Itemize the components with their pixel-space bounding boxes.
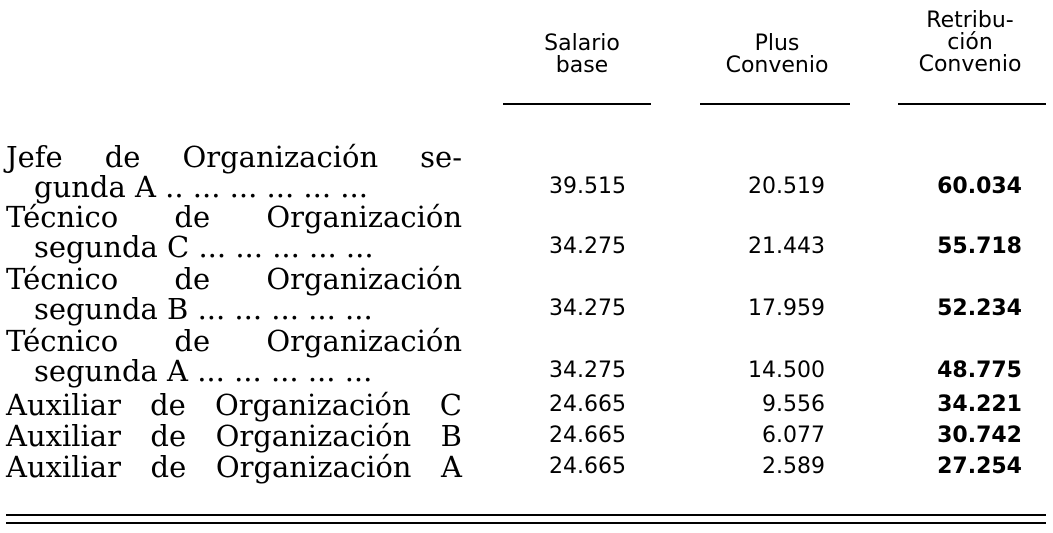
row-label — [6, 264, 462, 324]
row-label-line: gunda A .. ... ... ... ... ... — [34, 170, 368, 204]
row-label — [6, 142, 462, 202]
cell-plus: 20.519 — [748, 174, 825, 199]
header-line: Convenio — [725, 53, 829, 78]
cell-plus: 14.500 — [748, 358, 825, 383]
cell-retribucion: 48.775 — [937, 358, 1022, 383]
row-label-line: Jefe de Organización se- — [6, 140, 462, 174]
cell-plus: 17.959 — [748, 296, 825, 321]
row-label-line: Auxiliar de Organización C — [6, 388, 462, 422]
row-label-line: Técnico de Organización — [6, 200, 462, 234]
row-label — [6, 202, 462, 262]
row-label-line: Auxiliar de Organización B — [6, 419, 462, 453]
header-rule — [503, 103, 651, 105]
header-line: base — [555, 53, 609, 78]
cell-retribucion: 30.742 — [937, 423, 1022, 448]
cell-retribucion: 55.718 — [937, 234, 1022, 259]
cell-plus: 9.556 — [762, 392, 825, 417]
row-label — [6, 390, 462, 420]
header-salario-base — [520, 33, 644, 77]
cell-salario: 34.275 — [549, 358, 626, 383]
header-rule — [700, 103, 850, 105]
row-label-line: segunda C ... ... ... ... ... — [34, 230, 374, 264]
header-retribucion-convenio — [902, 10, 1038, 76]
row-label-line: segunda A ... ... ... ... ... — [34, 354, 373, 388]
header-rule — [898, 103, 1046, 105]
row-label — [6, 326, 462, 386]
row-label-line: Auxiliar de Organización A — [6, 450, 462, 484]
header-plus-convenio — [712, 33, 842, 77]
row-label-line: segunda B ... ... ... ... ... — [34, 292, 373, 326]
header-line: Convenio — [918, 52, 1022, 77]
cell-salario: 34.275 — [549, 234, 626, 259]
cell-plus: 21.443 — [748, 234, 825, 259]
cell-plus: 6.077 — [762, 423, 825, 448]
cell-salario: 24.665 — [549, 392, 626, 417]
cell-plus: 2.589 — [762, 454, 825, 479]
cell-salario: 34.275 — [549, 296, 626, 321]
cell-salario: 24.665 — [549, 423, 626, 448]
cell-retribucion: 34.221 — [937, 392, 1022, 417]
header-line: ción — [947, 30, 993, 55]
row-label-line: Técnico de Organización — [6, 262, 462, 296]
row-label-line: Técnico de Organización — [6, 324, 462, 358]
row-label — [6, 421, 462, 451]
row-label — [6, 452, 462, 482]
cell-salario: 24.665 — [549, 454, 626, 479]
bottom-rule — [6, 522, 1046, 524]
header-line: Salario — [544, 31, 620, 56]
cell-retribucion: 52.234 — [937, 296, 1022, 321]
cell-salario: 39.515 — [549, 174, 626, 199]
bottom-rule — [6, 514, 1046, 516]
header-line: Retribu- — [926, 8, 1014, 33]
header-line: Plus — [754, 31, 800, 56]
cell-retribucion: 60.034 — [937, 174, 1022, 199]
cell-retribucion: 27.254 — [937, 454, 1022, 479]
